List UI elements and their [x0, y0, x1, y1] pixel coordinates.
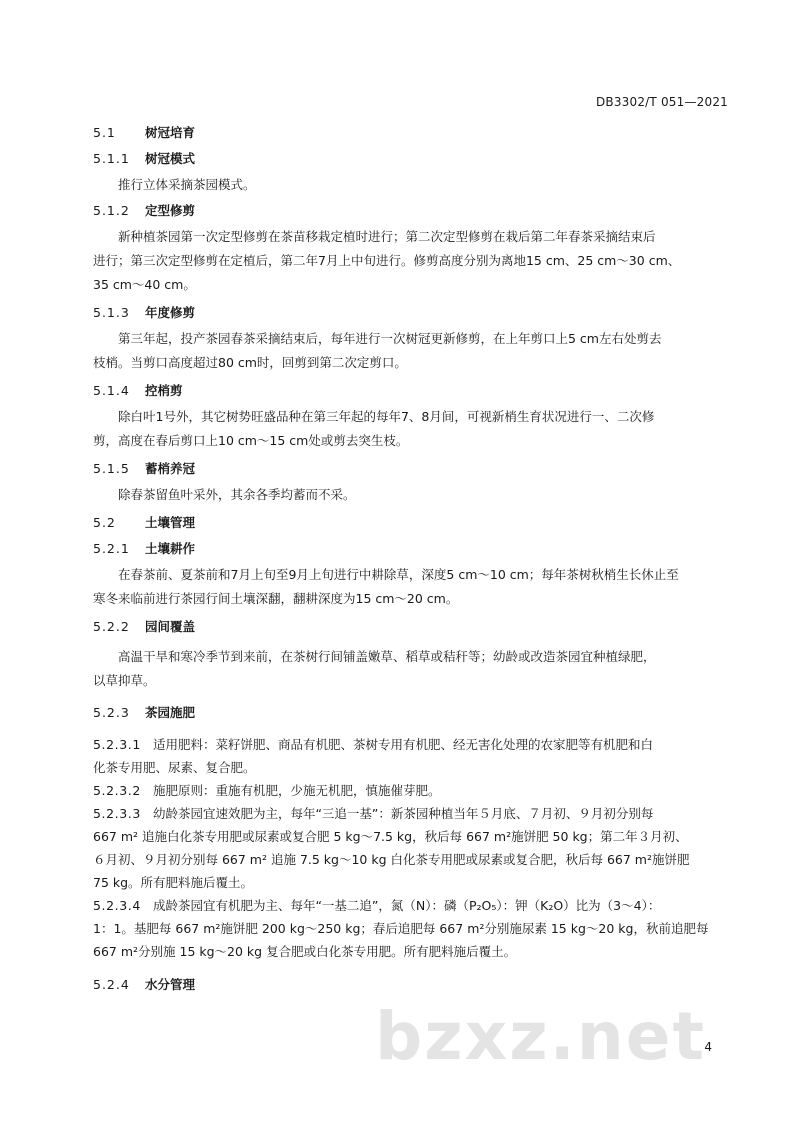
- paragraph: 除春茶留鱼叶采外，其余各季均蓄而不采。: [118, 487, 356, 502]
- section-number: 5.1.5: [93, 461, 130, 476]
- paragraph-line: 枝梢。当剪口高度超过80 cm时，回剪到第二次定剪口。: [93, 355, 407, 370]
- item-text: 适用肥料：菜籽饼肥、商品有机肥、茶树专用有机肥、经无害化处理的农家肥等有机肥和白: [152, 737, 653, 752]
- document-code: DB3302/T 051—2021: [595, 95, 728, 109]
- paragraph-line: 除白叶1号外，其它树势旺盛品种在第三年起的每年7、8月间，可视新梢生育状况进行一、二次修: [118, 409, 655, 424]
- paragraph-line: 高温干旱和寒冷季节到来前，在茶树行间铺盖嫩草、稻草或秸秆等；幼龄或改造茶园宜种植绿肥，: [118, 649, 656, 664]
- list-item: [93, 733, 733, 756]
- list-item: [93, 894, 733, 917]
- section-title: 茶园施肥: [145, 705, 196, 720]
- item-text: 幼龄茶园宜速效肥为主，每年“三追一基”：新茶园种植当年５月底、７月初、９月初分别每: [152, 806, 654, 821]
- paragraph-line: 以草抑草。: [93, 673, 156, 688]
- item-number: 5.2.3.3: [93, 806, 141, 821]
- section-heading: [93, 705, 733, 721]
- paragraph-line: 在春茶前、夏茶前和7月上旬至9月上旬进行中耕除草，深度5 cm～10 cm；每年茶树秋梢生长休止至: [118, 567, 679, 582]
- section-heading: [93, 151, 733, 167]
- list-item-line: ６月初、９月初分别每 667 m² 追施 7.5 kg～10 kg 白化茶专用肥或尿素或复合肥，秋后每 667 m²施饼肥: [93, 852, 690, 867]
- list-item-line: 75 kg。所有肥料施后覆土。: [93, 875, 254, 890]
- section-title: 水分管理: [145, 977, 196, 992]
- list-item-line: 化茶专用肥、尿素、复合肥。: [93, 760, 256, 775]
- section-heading: [93, 541, 733, 557]
- paragraph-line: 35 cm～40 cm。: [93, 277, 196, 292]
- list-item-line: 667 m² 追施白化茶专用肥或尿素或复合肥 5 kg～7.5 kg，秋后每 667 m²施饼肥 50 kg；第二年３月初、: [93, 829, 688, 844]
- section-heading: [93, 515, 733, 531]
- paragraph-line: 第三年起，投产茶园春茶采摘结束后，每年进行一次树冠更新修剪，在上年剪口上5 cm左右处剪去: [118, 331, 662, 346]
- item-text: 施肥原则：重施有机肥，少施无机肥，慎施催芽肥。: [152, 783, 441, 798]
- section-number: 5.2.2: [93, 619, 130, 634]
- section-title: 控梢剪: [145, 383, 183, 398]
- section-heading: [93, 619, 733, 635]
- item-number: 5.2.3.4: [93, 898, 141, 913]
- section-heading: [93, 305, 733, 321]
- section-number: 5.1.2: [93, 203, 130, 218]
- section-number: 5.1.3: [93, 305, 130, 320]
- section-title: 园间覆盖: [145, 619, 196, 634]
- section-heading: [93, 461, 733, 477]
- paragraph-line: 进行；第三次定型修剪在定植后，第二年7月上中旬进行。修剪高度分别为离地15 cm、25 cm～30 cm、: [93, 253, 681, 268]
- paragraph-line: 寒冬来临前进行茶园行间土壤深翻，翻耕深度为15 cm～20 cm。: [93, 591, 459, 606]
- item-number: 5.2.3.1: [93, 737, 141, 752]
- section-number: 5.2.4: [93, 977, 130, 992]
- section-number: 5.1.4: [93, 383, 130, 398]
- section-title: 土壤管理: [145, 515, 196, 530]
- paragraph-line: 新种植茶园第一次定型修剪在茶苗移栽定植时进行；第二次定型修剪在栽后第二年春茶采摘结束后: [118, 229, 656, 244]
- page-number: 4: [704, 1040, 712, 1054]
- list-item-line: 667 m²分别施 15 kg～20 kg 复合肥或白化茶专用肥。所有肥料施后覆土。: [93, 944, 517, 959]
- section-number: 5.1.1: [93, 151, 130, 166]
- section-heading: [93, 977, 733, 993]
- section-title: 定型修剪: [145, 203, 196, 218]
- section-number: 5.2.3: [93, 705, 130, 720]
- section-title: 树冠模式: [145, 151, 196, 166]
- section-number: 5.2: [93, 515, 116, 530]
- list-item: [93, 802, 733, 825]
- watermark: bzxz.net: [375, 998, 707, 1075]
- document-body: [93, 125, 733, 993]
- paragraph-line: 剪，高度在春后剪口上10 cm～15 cm处或剪去突生枝。: [93, 433, 409, 448]
- list-item-line: 1：1。基肥每 667 m²施饼肥 200 kg～250 kg；春后追肥每 667 m²分别施尿素 15 kg～20 kg，秋前追肥每: [93, 921, 709, 936]
- section-title: 年度修剪: [145, 305, 196, 320]
- section-heading: [93, 203, 733, 219]
- section-heading: [93, 383, 733, 399]
- section-heading: [93, 125, 733, 141]
- section-title: 树冠培育: [145, 125, 196, 140]
- item-number: 5.2.3.2: [93, 783, 141, 798]
- paragraph: 推行立体采摘茶园模式。: [118, 177, 256, 192]
- section-title: 土壤耕作: [145, 541, 196, 556]
- section-number: 5.1: [93, 125, 116, 140]
- section-title: 蓄梢养冠: [145, 461, 196, 476]
- item-text: 成龄茶园宜有机肥为主、每年“一基二追”，氮（N）：磷（P₂O₅）：钾（K₂O）比为（3～4）：: [152, 898, 661, 913]
- list-item: [93, 779, 733, 802]
- section-number: 5.2.1: [93, 541, 130, 556]
